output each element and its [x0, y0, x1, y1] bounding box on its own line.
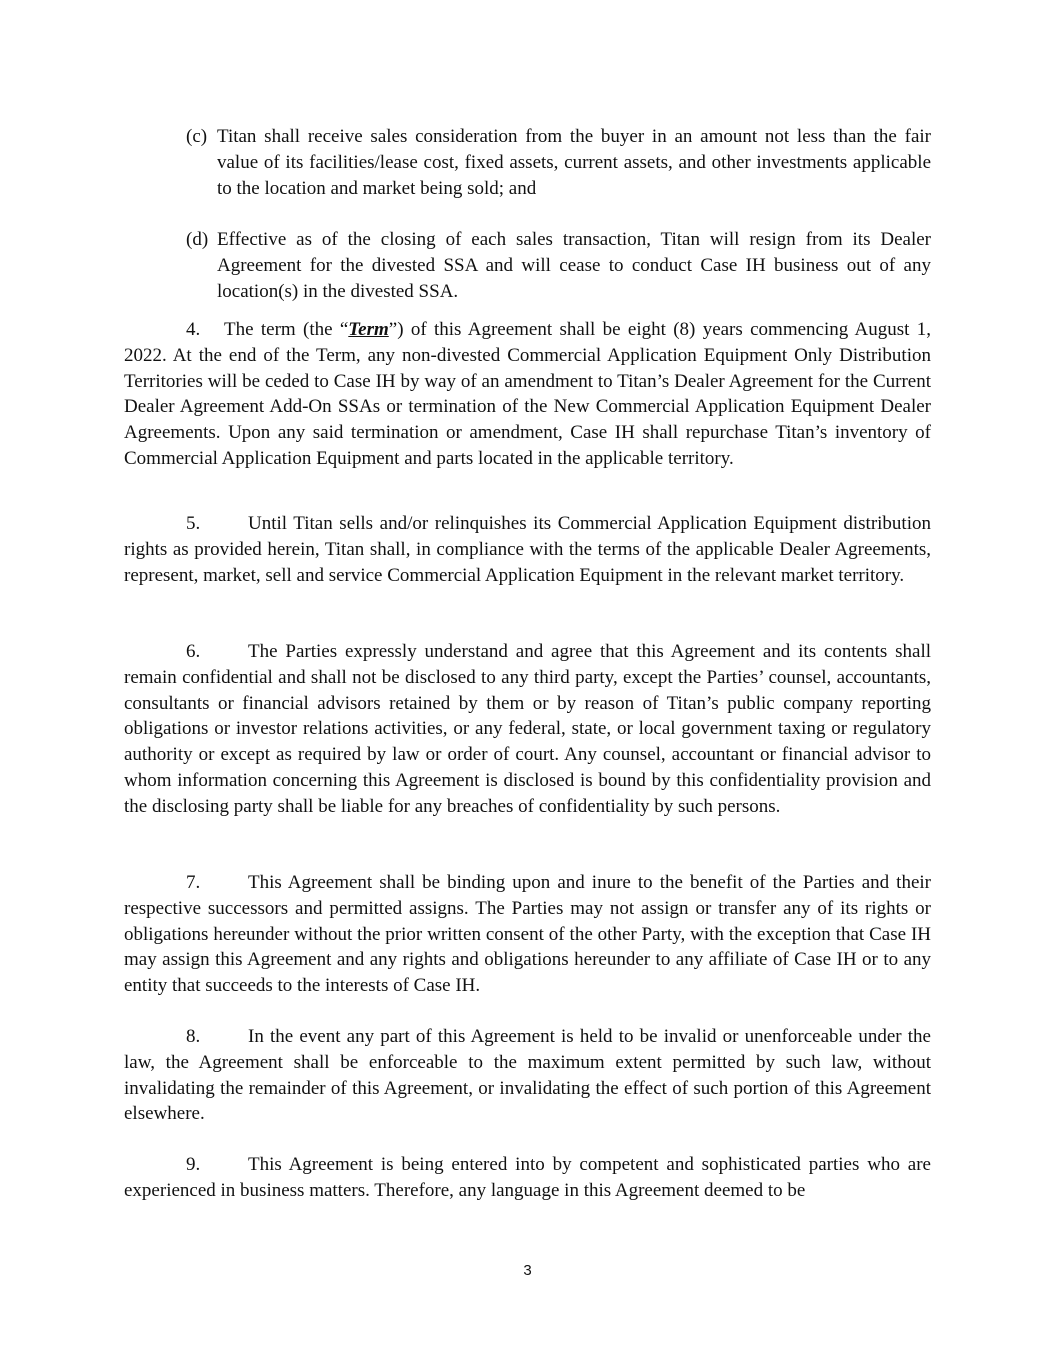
paragraph-text: The Parties expressly understand and agree that this Agreement and its contents shall remain confidential and shall not be disclosed to any third party, except the Parties’ counsel, accountants, consultants or financial advisors retained by them or by reason of Titan’s public company reporting obligations or investor relations activities, or any federal, state, or local government taxing or regulatory authority or except as required by law or order of court. Any counsel, accountant or financial advisor to whom information concerning this Agreement is disclosed is bound by this confidentiality provision and the disclosing party shall be liable for any breaches of confidentiality by such persons. [124, 641, 931, 817]
paragraph-number: 7. [186, 872, 201, 893]
paragraph-text-after: ”) of this Agreement shall be eight (8) years commencing August 1, 2022. At the end of the Term, any non-divested Commercial Application Equipment Only Distribution Territories will be ceded to Case IH by way of an amendment to Titan’s Dealer Agreement for the Current Dealer Agreement Add-On SSAs or termination of the New Commercial Application Equipment Dealer Agreements. Upon any said termination or amendment, Case IH shall repurchase Titan’s inventory of Commercial Application Equipment and parts located in the applicable territory. [124, 319, 931, 469]
clause-item-text: Titan shall receive sales consideration from the buyer in an amount not less than the fair value of its facilities/lease cost, fixed assets, current assets, and other investments applicable to the location and market being sold; and [217, 126, 931, 199]
paragraph-text: This Agreement shall be binding upon and inure to the benefit of the Parties and their respective successors and permitted assigns. The Parties may not assign or transfer any of its rights or obligations hereunder without the prior written consent of the other Party, with the exception that Case IH may assign this Agreement and any rights and obligations hereunder to any affiliate of Case IH or to any entity that succeeds to the interests of Case IH. [124, 872, 931, 997]
paragraph-8 [124, 1024, 931, 1127]
clause-item-c [186, 124, 931, 201]
paragraph-7 [124, 870, 931, 999]
clause-item-label: (d) [186, 229, 209, 250]
paragraph-text-before: The term (the “ [224, 319, 349, 340]
paragraph-4 [124, 317, 931, 472]
paragraph-5 [124, 511, 931, 588]
paragraph-number: 8. [186, 1026, 201, 1047]
clause-item-text: Effective as of the closing of each sales transaction, Titan will resign from its Dealer Agreement for the divested SSA and will cease to conduct Case IH business out of any location(s) in the divested SSA. [217, 229, 931, 302]
paragraph-6 [124, 639, 931, 820]
paragraph-text: This Agreement is being entered into by competent and sophisticated parties who are experienced in business matters. Therefore, any language in this Agreement deemed to be [124, 1154, 931, 1201]
paragraph-number: 4. [186, 319, 201, 340]
paragraph-text: In the event any part of this Agreement is held to be invalid or unenforceable under the law, the Agreement shall be enforceable to the maximum extent permitted by such law, without invalidating the remainder of this Agreement, or invalidating the effect of such portion of this Agreement elsewhere. [124, 1026, 931, 1125]
clause-item-label: (c) [186, 126, 208, 147]
paragraph-9 [124, 1152, 931, 1204]
paragraph-number: 5. [186, 513, 201, 534]
paragraph-text: Until Titan sells and/or relinquishes its Commercial Application Equipment distribution rights as provided herein, Titan shall, in compliance with the terms of the applicable Dealer Agreements, represent, market, sell and service Commercial Application Equipment in the relevant market territory. [124, 513, 931, 586]
clause-item-d [186, 227, 931, 304]
page-number: 3 [523, 1262, 532, 1279]
paragraph-number: 6. [186, 641, 201, 662]
paragraph-number: 9. [186, 1154, 201, 1175]
defined-term: Term [348, 319, 389, 340]
